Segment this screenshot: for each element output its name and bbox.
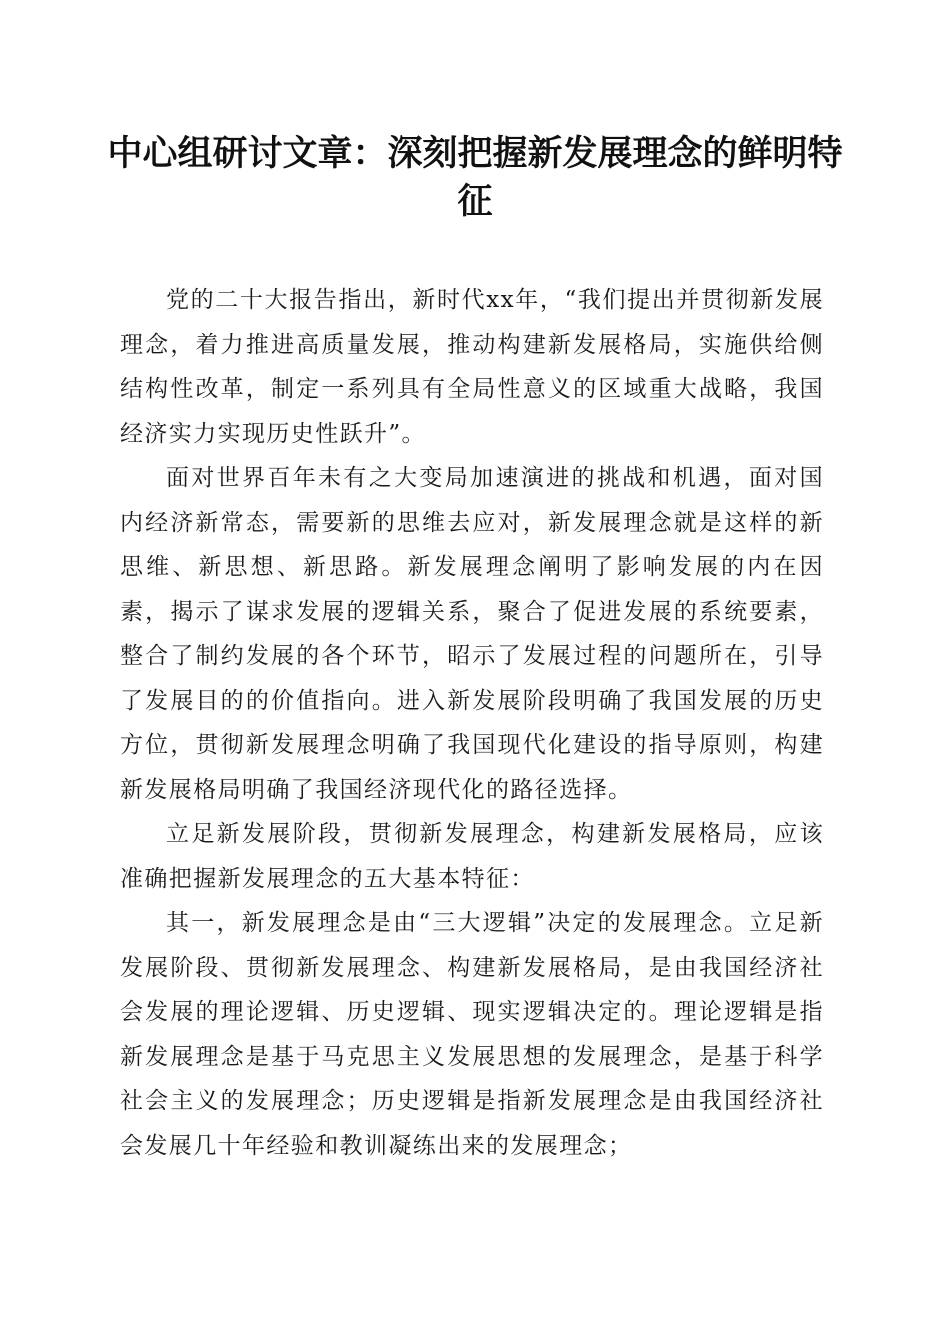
paragraph: 面对世界百年未有之大变局加速演进的挑战和机遇，面对国内经济新常态，需要新的思维去应对，新发展理念就是这样的新思维、新思想、新思路。新发展理念阐明了影响发展的内在因素，揭示了谋求发展的逻辑关系，聚合了促进发展的系统要素，整合了制约发展的各个环节，昭示了发展过程的问题所在，引导了发展目的的价值指向。进入新发展阶段明确了我国发展的历史方位，贯彻新发展理念明确了我国现代化建设的指导原则，构建新发展格局明确了我国经济现代化的路径选择。: [120, 465, 824, 803]
paragraph: 其一，新发展理念是由“三大逻辑”决定的发展理念。立足新发展阶段、贯彻新发展理念、构建新发展格局，是由我国经济社会发展的理论逻辑、历史逻辑、现实逻辑决定的。理论逻辑是指新发展理念是基于马克思主义发展思想的发展理念，是基于科学社会主义的发展理念；历史逻辑是指新发展理念是由我国经济社会发展几十年经验和教训凝练出来的发展理念；: [120, 910, 824, 1159]
document-body: [120, 278, 824, 1168]
paragraph: 党的二十大报告指出，新时代xx年，“我们提出并贯彻新发展理念，着力推进高质量发展，推动构建新发展格局，实施供给侧结构性改革，制定一系列具有全局性意义的区域重大战略，我国经济实力实现历史性跃升”。: [120, 287, 824, 447]
document-title: 中心组研讨文章：深刻把握新发展理念的鲜明特征: [107, 133, 843, 222]
paragraph: 立足新发展阶段，贯彻新发展理念，构建新发展格局，应该准确把握新发展理念的五大基本特征：: [120, 821, 824, 892]
